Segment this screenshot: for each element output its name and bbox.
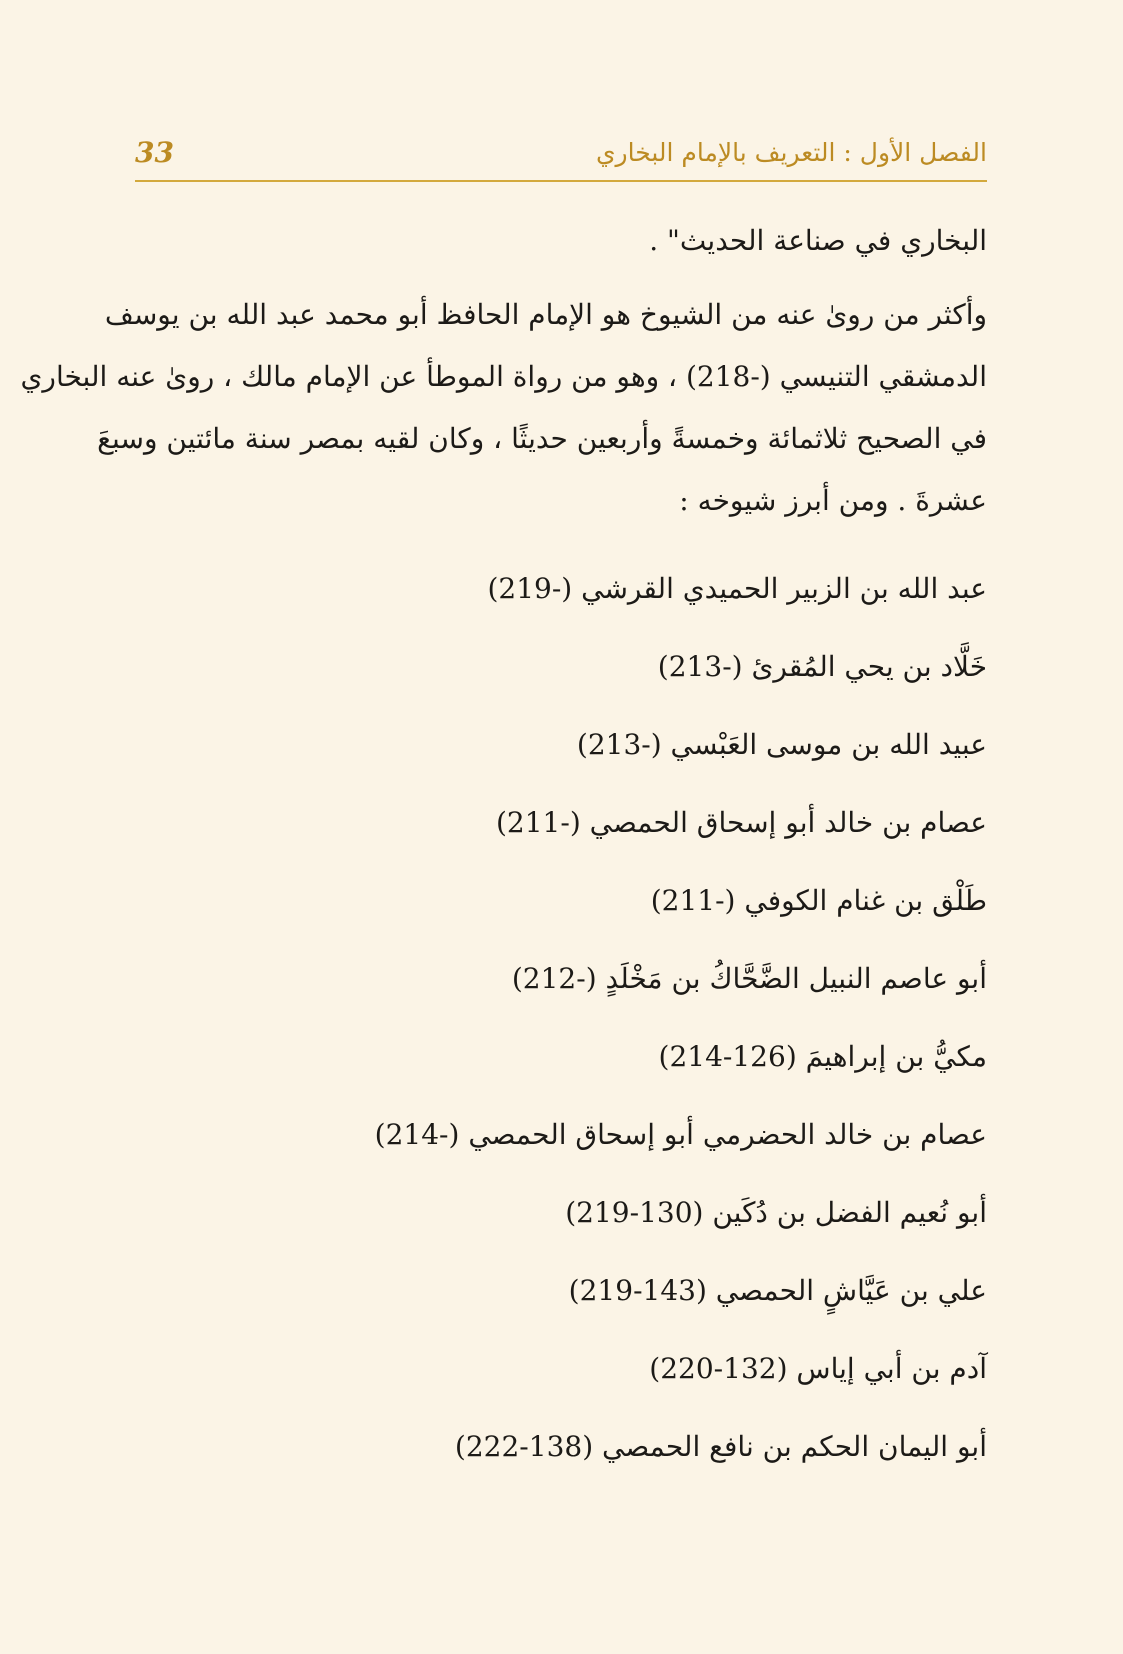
main-text bbox=[20, 210, 987, 532]
teacher-item: طَلْق بن غنام الكوفي (-211) bbox=[650, 884, 987, 917]
teacher-item: آدم بن أبي إياس (132-220) bbox=[649, 1352, 987, 1385]
paragraph-line: الدمشقي التنيسي (-218) ، وهو من رواة الموطأ عن الإمام مالك ، روىٰ عنه البخاري bbox=[20, 360, 987, 393]
continuation-line: البخاري في صناعة الحديث" . bbox=[649, 224, 987, 257]
teacher-item: خَلَّاد بن يحي المُقرئ (-213) bbox=[657, 650, 987, 683]
paragraph-gap bbox=[135, 272, 987, 284]
teachers-list bbox=[135, 550, 987, 1486]
teacher-item: عصام بن خالد أبو إسحاق الحمصي (-211) bbox=[495, 806, 987, 839]
paragraph-line: عشرةَ . ومن أبرز شيوخه : bbox=[679, 484, 987, 517]
teacher-item: أبو عاصم النبيل الضَّحَّاكُ بن مَخْلَدٍ (-212) bbox=[511, 962, 987, 995]
teacher-item: أبو اليمان الحكم بن نافع الحمصي (138-222) bbox=[454, 1430, 987, 1463]
teacher-item: عبد الله بن الزبير الحميدي القرشي (-219) bbox=[487, 572, 987, 605]
teacher-item: عصام بن خالد الحضرمي أبو إسحاق الحمصي (-214) bbox=[374, 1118, 987, 1151]
paragraph-line: في الصحيح ثلاثمائة وخمسةً وأربعين حديثًا ، وكان لقيه بمصر سنة مائتين وسبعَ bbox=[97, 422, 987, 455]
teacher-item: أبو نُعيم الفضل بن دُكَين (130-219) bbox=[565, 1196, 987, 1229]
teacher-item: مكيُّ بن إبراهيمَ (126-214) bbox=[658, 1040, 987, 1073]
paragraph-line: وأكثر من روىٰ عنه من الشيوخ هو الإمام الحافظ أبو محمد عبد الله بن يوسف bbox=[104, 298, 987, 331]
teacher-item: علي بن عَيَّاشٍ الحمصي (143-219) bbox=[568, 1274, 987, 1307]
chapter-title: الفصل الأول : التعريف بالإمام البخاري bbox=[595, 138, 987, 167]
page-number: 33 bbox=[135, 136, 174, 169]
running-header bbox=[135, 136, 987, 182]
teacher-item: عبيد الله بن موسى العَبْسي (-213) bbox=[576, 728, 987, 761]
